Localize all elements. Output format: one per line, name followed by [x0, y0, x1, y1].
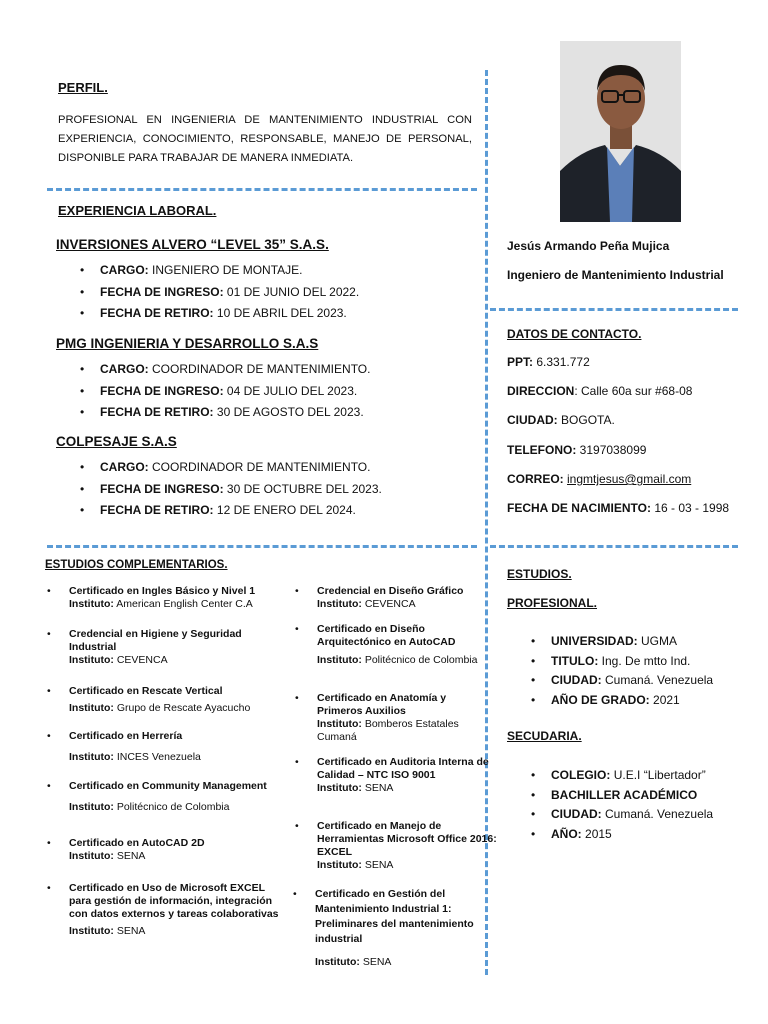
- contact-ciudad: CIUDAD: BOGOTA.: [507, 413, 615, 427]
- secundaria-list: [529, 766, 713, 844]
- job-details: [78, 359, 476, 424]
- list-item: • FECHA DE RETIRO: 10 DE ABRIL DEL 2023.: [78, 303, 476, 325]
- studies-title: ESTUDIOS.: [507, 567, 572, 581]
- cert-item: • Certificado en Herrería Instituto: INCES Venezuela: [47, 730, 201, 763]
- list-item: • CIUDAD: Cumaná. Venezuela: [529, 671, 713, 691]
- list-item: • FECHA DE INGRESO: 04 DE JULIO DEL 2023.: [78, 381, 476, 403]
- profesional-list: [529, 632, 713, 710]
- cert-item: • Credencial en Higiene y Seguridad Industrial Instituto: CEVENCA: [47, 628, 242, 666]
- job-company: INVERSIONES ALVERO “LEVEL 35” S.A.S.: [56, 237, 329, 252]
- list-item: • UNIVERSIDAD: UGMA: [529, 632, 713, 652]
- secundaria-title: SECUDARIA.: [507, 729, 582, 743]
- cert-item: • Certificado en Ingles Básico y Nivel 1 Instituto: American English Center C.A: [47, 585, 256, 610]
- list-item: • CARGO: COORDINADOR DE MANTENIMIENTO.: [78, 359, 476, 381]
- list-item: • CIUDAD: Cumaná. Venezuela: [529, 805, 713, 825]
- list-item: • FECHA DE RETIRO: 30 DE AGOSTO DEL 2023.: [78, 402, 476, 424]
- list-item: • FECHA DE INGRESO: 01 DE JUNIO DEL 2022.: [78, 282, 476, 304]
- contact-nacimiento: FECHA DE NACIMIENTO: 16 - 03 - 1998: [507, 501, 730, 515]
- cert-item: • Certificado en Rescate Vertical Instituto: Grupo de Rescate Ayacucho: [47, 685, 251, 714]
- profile-title: PERFIL.: [58, 80, 108, 95]
- contact-title: DATOS DE CONTACTO.: [507, 327, 642, 341]
- divider-photo: [490, 308, 738, 311]
- list-item: • COLEGIO: U.E.I “Libertador”: [529, 766, 713, 786]
- cert-item: • Credencial en Diseño Gráfico Instituto: CEVENCA: [295, 585, 464, 610]
- profile-text: PROFESIONAL EN INGENIERIA DE MANTENIMIENTO INDUSTRIAL CON EXPERIENCIA, CONOCIMIENTO, RESPONSABLE, MANEJO DE PERSONAL, DISPONIBLE PARA TRABAJAR DE MANERA INMEDIATA.: [58, 114, 472, 164]
- divider-experience: [47, 545, 477, 548]
- list-item: • BACHILLER ACADÉMICO: [529, 786, 713, 806]
- profesional-title: PROFESIONAL.: [507, 596, 598, 610]
- cert-item: • Certificado en Anatomía y Primeros Auxilios Instituto: Bomberos Estatales Cumaná: [295, 692, 459, 743]
- list-item: • CARGO: COORDINADOR DE MANTENIMIENTO.: [78, 457, 476, 479]
- experience-title: EXPERIENCIA LABORAL.: [58, 203, 217, 218]
- list-item: • CARGO: INGENIERO DE MONTAJE.: [78, 260, 476, 282]
- contact-correo: CORREO: ingmtjesus@gmail.com: [507, 472, 692, 486]
- divider-profile: [47, 188, 477, 191]
- cert-item: • Certificado en AutoCAD 2D Instituto: SENA: [47, 837, 205, 862]
- cert-item: • Certificado en Community Management Instituto: Politécnico de Colombia: [47, 780, 267, 813]
- contact-ppt: PPT: 6.331.772: [507, 355, 590, 369]
- person-name: Jesús Armando Peña Mujica: [507, 239, 670, 253]
- cert-item: • Certificado en Manejo de Herramientas Microsoft Office 2016: EXCEL Instituto: SENA: [295, 820, 497, 871]
- job-company: COLPESAJE S.A.S: [56, 434, 177, 449]
- cert-item: • Certificado en Auditoria Interna de Calidad – NTC ISO 9001 Instituto: SENA: [295, 756, 489, 794]
- job-details: [78, 457, 476, 522]
- person-role: Ingeniero de Mantenimiento Industrial: [507, 268, 724, 282]
- list-item: • AÑO DE GRADO: 2021: [529, 691, 713, 711]
- list-item: • FECHA DE RETIRO: 12 DE ENERO DEL 2024.: [78, 500, 476, 522]
- avatar: [560, 41, 681, 222]
- cert-item: • Certificado en Uso de Microsoft EXCEL para gestión de información, integración con datos externos y tareas colaborativas Instituto: SENA: [47, 882, 279, 937]
- divider-contact: [490, 545, 738, 548]
- job-1: [56, 237, 476, 325]
- list-item: • TITULO: Ing. De mtto Ind.: [529, 652, 713, 672]
- email-link[interactable]: ingmtjesus@gmail.com: [567, 472, 692, 486]
- complementary-title: ESTUDIOS COMPLEMENTARIOS.: [45, 559, 228, 571]
- contact-direccion: DIRECCION: Calle 60a sur #68-08: [507, 384, 693, 398]
- profile-photo: [560, 41, 681, 222]
- list-item: • FECHA DE INGRESO: 30 DE OCTUBRE DEL 2023.: [78, 479, 476, 501]
- job-2: [56, 336, 476, 424]
- cert-item: • Certificado en Gestión del Mantenimiento Industrial 1: Preliminares del mantenimiento industrial Instituto: SENA: [293, 888, 474, 968]
- job-3: [56, 434, 476, 522]
- list-item: • AÑO: 2015: [529, 825, 713, 845]
- cert-item: • Certificado en Diseño Arquitectónico en AutoCAD Instituto: Politécnico de Colombia: [295, 623, 478, 666]
- job-details: [78, 260, 476, 325]
- contact-telefono: TELEFONO: 3197038099: [507, 443, 647, 457]
- job-company: PMG INGENIERIA Y DESARROLLO S.A.S: [56, 336, 319, 351]
